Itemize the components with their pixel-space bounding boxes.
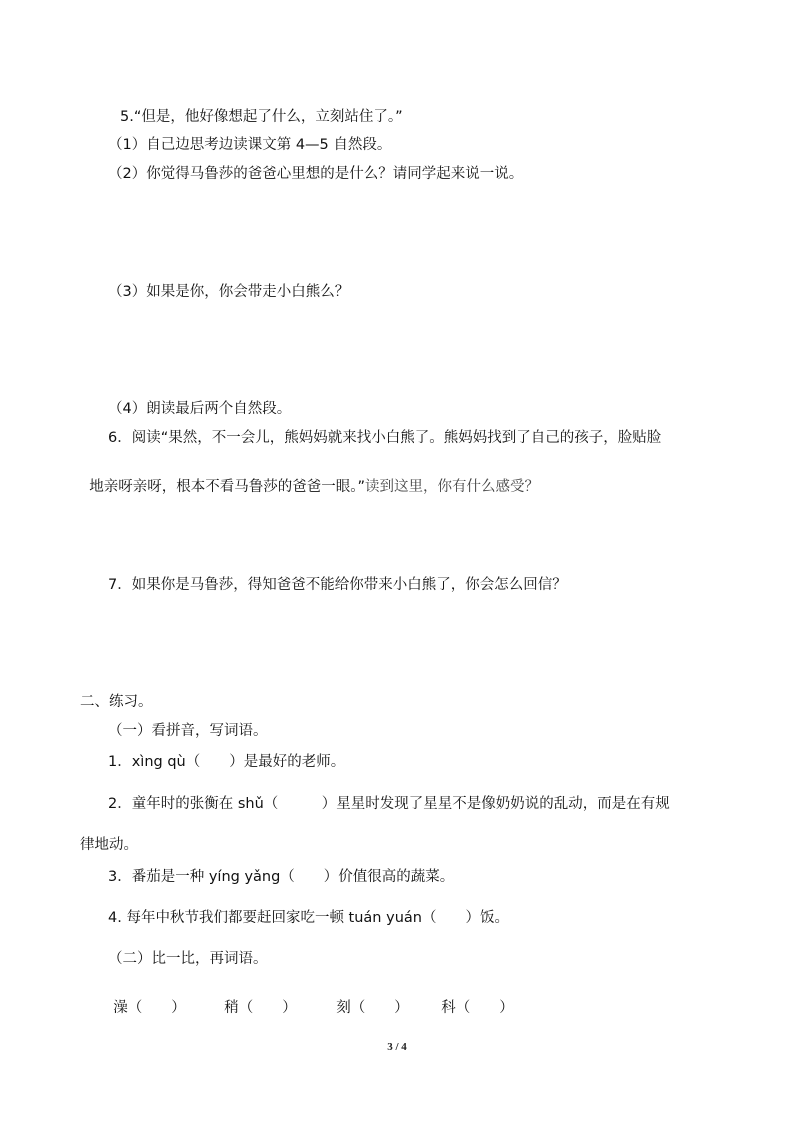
compare-blank: （ ） — [127, 1000, 186, 1016]
pinyin-item-3: 3．番茄是一种 yíng yǎng（ ）价值很高的蔬菜。 — [108, 869, 455, 885]
compare-blank: （ ） — [238, 1000, 297, 1016]
pinyin-item-2-line-1: 2．童年时的张衡在 shǔ（ ）星星时发现了星星不是像奶奶说的乱动，而是在有规 — [108, 796, 670, 812]
compare-item-1 — [104, 978, 186, 1018]
compare-char: 澡 — [113, 1000, 128, 1016]
compare-item-3 — [327, 978, 409, 1018]
pinyin-item-2-line-2: 律地动。 — [80, 837, 138, 853]
pinyin-item-1: 1．xìng qù（ ）是最好的老师。 — [108, 754, 346, 770]
compare-item-4 — [432, 978, 514, 1018]
compare-char: 科 — [441, 1000, 456, 1016]
compare-blank: （ ） — [455, 1000, 514, 1016]
part-1-title: （一）看拼音，写词语。 — [108, 723, 268, 739]
compare-item-2 — [215, 978, 297, 1018]
question-7: 7．如果你是马鲁莎，得知爸爸不能给你带来小白熊了，你会怎么回信？ — [108, 577, 567, 593]
part-2-title: （二）比一比，再词语。 — [108, 951, 268, 967]
question-6-quote: 地亲呀亲呀，根本不看马鲁莎的爸爸一眼。” — [89, 479, 365, 495]
question-5-sub-3: （3）如果是你，你会带走小白熊么？ — [108, 284, 350, 300]
question-6-prompt: 读到这里，你有什么感受？ — [364, 479, 539, 495]
pinyin-item-4: 4. 每年中秋节我们都要赶回家吃一顿 tuán yuán（ ）饭。 — [108, 910, 509, 926]
question-6-line-2 — [80, 457, 539, 497]
question-5-sub-1: （1）自己边思考边读课文第 4—5 自然段。 — [108, 137, 392, 153]
section-2-title: 二、练习。 — [80, 694, 153, 710]
compare-blank: （ ） — [350, 1000, 409, 1016]
question-5-sub-4: （4）朗读最后两个自然段。 — [108, 401, 292, 417]
page-number: 3 / 4 — [387, 1041, 407, 1053]
question-6-line-1: 6．阅读“果然，不一会儿，熊妈妈就来找小白熊了。熊妈妈找到了自己的孩子，脸贴脸 — [108, 430, 662, 446]
compare-char: 稍 — [224, 1000, 239, 1016]
question-5-sub-2: （2）你觉得马鲁莎的爸爸心里想的是什么？请同学起来说一说。 — [108, 166, 524, 182]
compare-char: 刻 — [336, 1000, 351, 1016]
question-5-title: 5.“但是，他好像想起了什么，立刻站住了。” — [120, 109, 403, 125]
